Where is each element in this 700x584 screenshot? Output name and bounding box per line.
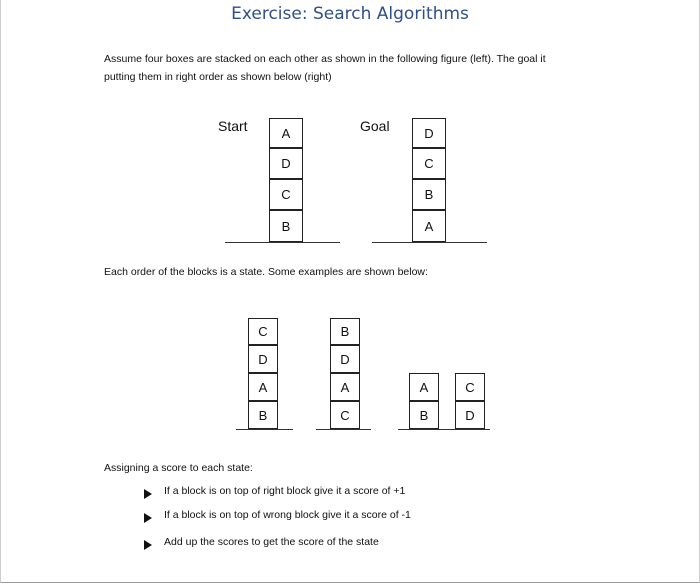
bullet-item-2: If a block is on top of wrong block give it a score of -1 [164,509,411,521]
goal-block-1: D [412,118,446,148]
start-block-2: D [269,148,303,179]
example3-left-block-2: B [409,401,439,429]
goal-block-4: A [412,210,446,242]
example1-block-2: D [248,345,278,373]
start-block-4: B [269,210,303,242]
example2-block-3: A [330,373,360,401]
intro-line-2: putting them in right order as shown below (right) [104,71,332,83]
goal-label: Goal [360,118,390,134]
example3-right-block-1: C [455,373,485,401]
bullet-arrow-icon [144,489,152,499]
example2-ground-line [316,429,371,430]
bullet-item-1: If a block is on top of right block give it a score of +1 [164,485,406,497]
goal-block-2: C [412,148,446,179]
example1-block-3: A [248,373,278,401]
example3-ground-line [398,429,490,430]
start-block-1: A [269,118,303,148]
bullet-item-3: Add up the scores to get the score of the state [164,536,379,548]
start-ground-line [225,242,340,243]
intro-line-1: Assume four boxes are stacked on each other as shown in the following figure (left). The goal it [104,53,546,65]
example1-ground-line [236,429,293,430]
scoring-heading: Assigning a score to each state: [104,462,253,474]
start-block-3: C [269,179,303,210]
example3-left-block-1: A [409,373,439,401]
example2-block-1: B [330,318,360,345]
example2-block-2: D [330,345,360,373]
states-intro: Each order of the blocks is a state. Some examples are shown below: [104,266,428,278]
goal-block-3: B [412,179,446,210]
bullet-arrow-icon [144,540,152,550]
example3-right-block-2: D [455,401,485,429]
goal-ground-line [372,242,487,243]
start-label: Start [218,118,248,134]
example1-block-4: B [248,401,278,429]
example2-block-4: C [330,401,360,429]
example1-block-1: C [248,318,278,345]
page-title: Exercise: Search Algorithms [231,4,469,24]
bullet-arrow-icon [144,513,152,523]
